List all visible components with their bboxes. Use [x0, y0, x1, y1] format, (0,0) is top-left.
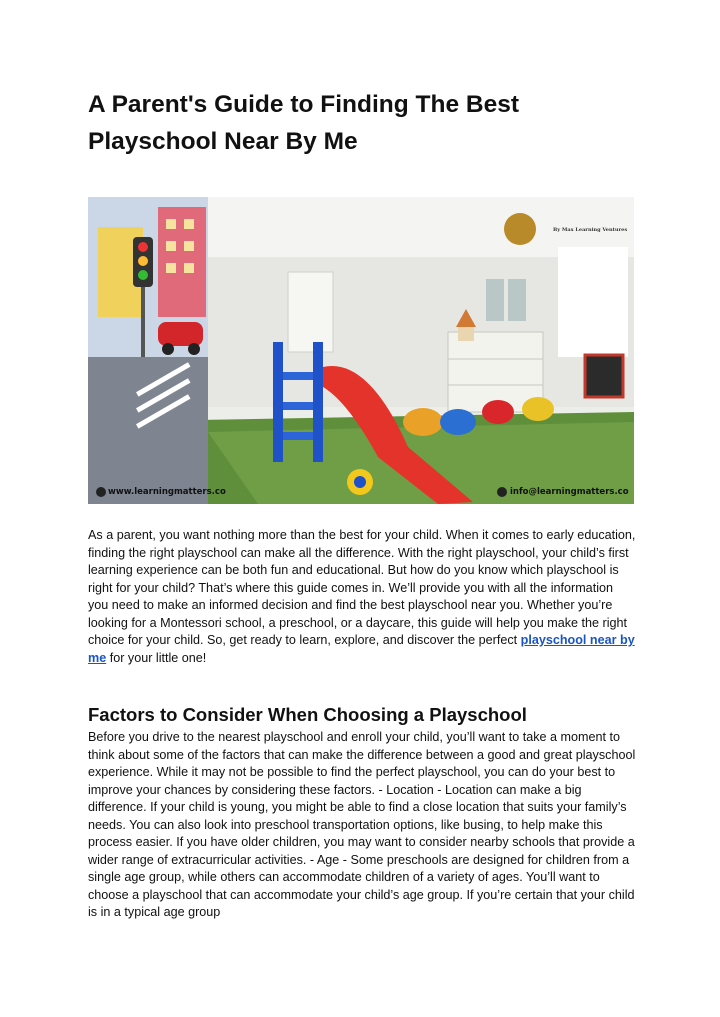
section-heading-factors: Factors to Consider When Choosing a Playschool	[88, 704, 527, 725]
brand-tagline: By Max Learning Ventures	[553, 227, 628, 233]
playschool-near-me-link[interactable]: playschool near by me	[88, 633, 635, 665]
intro-text: As a parent, you want nothing more than the best for your child. When it comes to early education, finding the right playschool can make all the difference. With the right playschool, your child’s first learning experience can be both fun and educational. But how do you know which playschool is right for your child? That’s where this guide comes in. We’ll provide you with all the information you need to make an informed decision and find the best playschool near you. Whether you’re looking for a Montessori school, a preschool, or a daycare, this guide will help you make the right choice for your child. So, get ready to learn, explore, and discover the perfect	[88, 528, 636, 647]
image-footer-website: www.learningmatters.co	[108, 487, 226, 497]
mail-icon	[497, 487, 507, 497]
intro-paragraph	[88, 527, 636, 667]
playschool-illustration	[88, 197, 634, 504]
globe-icon	[96, 487, 106, 497]
intro-text-end: for your little one!	[106, 650, 207, 665]
page-title: A Parent's Guide to Finding The Best Playschool Near By Me	[88, 91, 519, 155]
image-footer-email: info@learningmatters.co	[510, 487, 629, 497]
playschool-photo	[88, 197, 634, 504]
factors-paragraph: Before you drive to the nearest playschool and enroll your child, you’ll want to take a moment to think about some of the factors that can make the difference between a good and great playschool experience. While it may not be possible to find the perfect playschool, you can do your best to improve your chances by considering these factors. - Location - Location can make a big difference. If your child is young, you might be able to find a close location that suits your family’s needs. You can also look into preschool transportation options, like busing, to help make this process easier. If you have older children, you may want to consider nearby schools that provide a wider range of extracurricular activities. - Age - Some preschools are designed for children from a single age group, while others can accommodate children of a variety of ages. You’ll want to choose a playschool that can accommodate your child’s age group. If you’re certain that your child is in a typical age group	[88, 730, 636, 919]
